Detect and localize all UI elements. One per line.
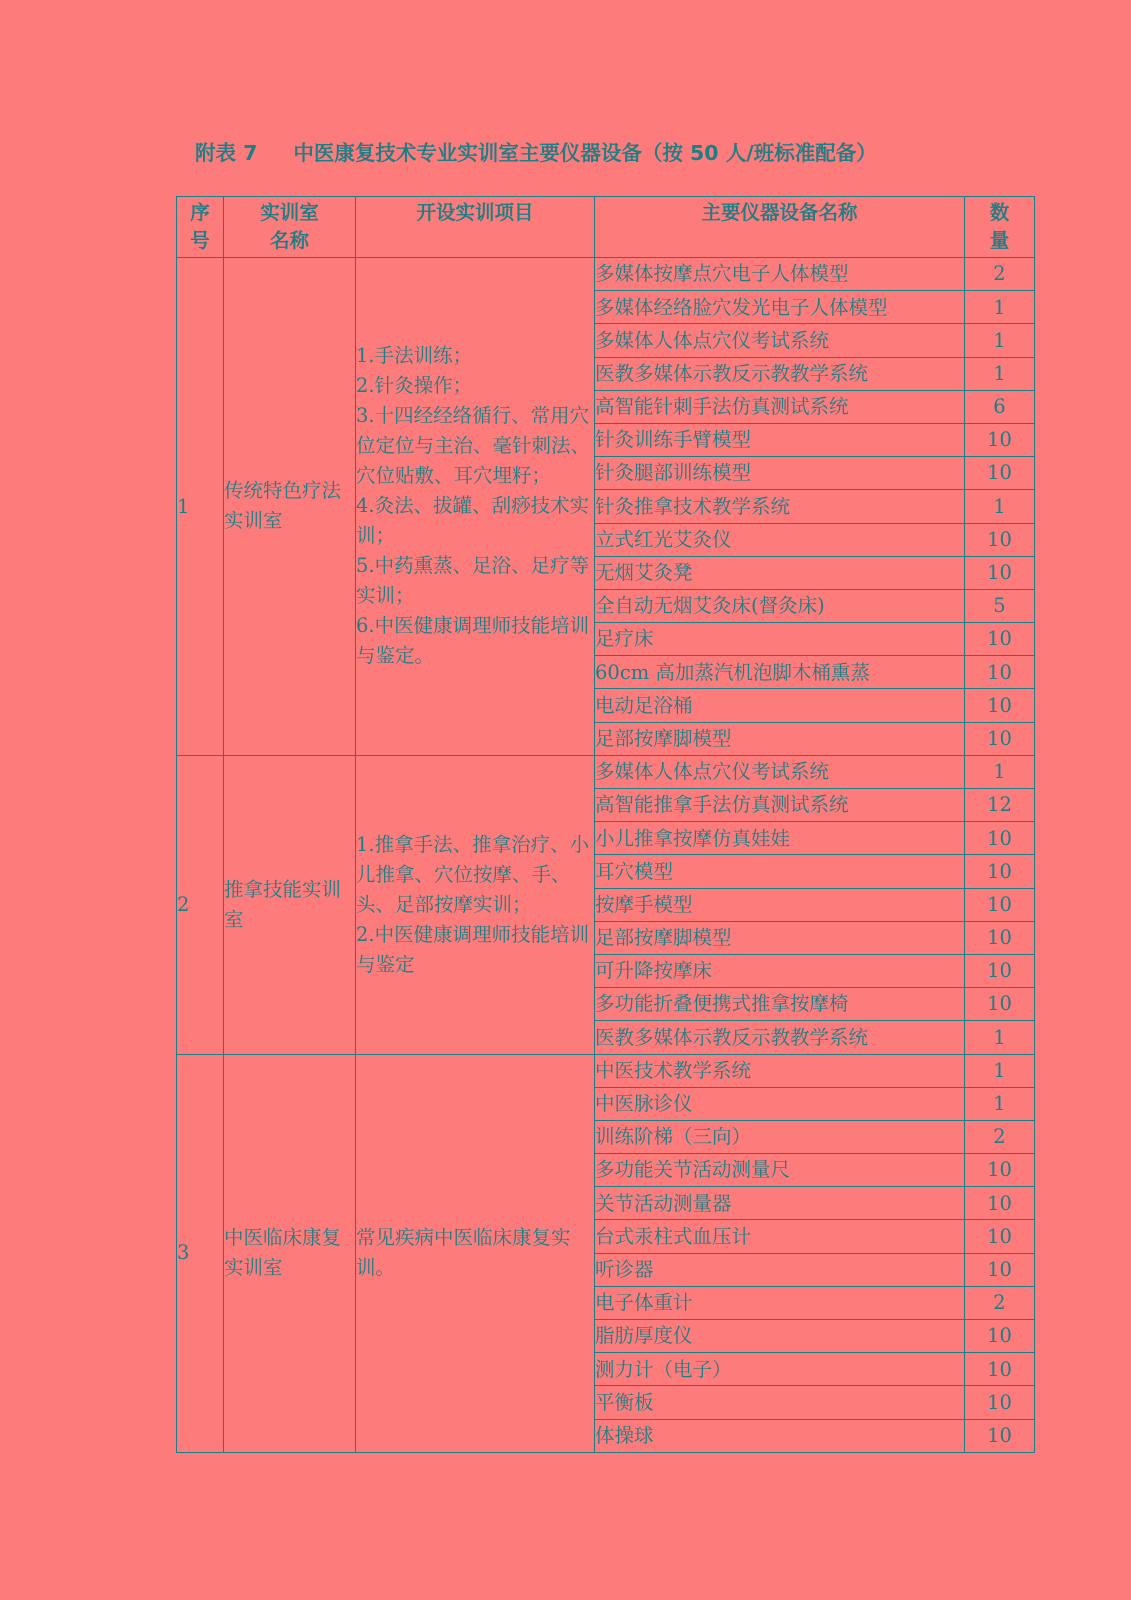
- equipment-name: 可升降按摩床: [595, 954, 965, 987]
- equipment-quantity: 10: [965, 689, 1035, 722]
- room-seq: 2: [177, 755, 224, 1054]
- equipment-quantity: 1: [965, 490, 1035, 523]
- table-row: [177, 258, 1035, 291]
- equipment-quantity: 10: [965, 722, 1035, 755]
- equipment-quantity: 10: [965, 1320, 1035, 1353]
- room-projects: [356, 1054, 595, 1452]
- table-body: [177, 258, 1035, 1453]
- equipment-name: 台式汞柱式血压计: [595, 1220, 965, 1253]
- equipment-name: 电子体重计: [595, 1286, 965, 1319]
- equipment-name: 听诊器: [595, 1253, 965, 1286]
- project-item: 1.推拿手法、推拿治疗、小儿推拿、穴位按摩、手、头、足部按摩实训；: [356, 832, 590, 916]
- equipment-table: [176, 196, 1035, 1453]
- equipment-name: 中医技术教学系统: [595, 1054, 965, 1087]
- equipment-name: 医教多媒体示教反示教教学系统: [595, 1021, 965, 1054]
- equipment-quantity: 10: [965, 523, 1035, 556]
- header-room-name: 实训室 名称: [224, 197, 356, 258]
- equipment-quantity: 1: [965, 1087, 1035, 1120]
- equipment-name: 多媒体人体点穴仪考试系统: [595, 755, 965, 788]
- equipment-quantity: 2: [965, 1120, 1035, 1153]
- equipment-name: 平衡板: [595, 1386, 965, 1419]
- equipment-name: 多媒体人体点穴仪考试系统: [595, 324, 965, 357]
- project-item: 3.十四经经络循行、常用穴位定位与主治、毫针刺法、穴位贴敷、耳穴埋籽；: [356, 404, 591, 488]
- project-item: 5.中药熏蒸、足浴、足疗等实训；: [356, 554, 590, 608]
- equipment-quantity: 10: [965, 1220, 1035, 1253]
- equipment-name: 体操球: [595, 1419, 965, 1452]
- equipment-quantity: 10: [965, 656, 1035, 689]
- header-projects: 开设实训项目: [356, 197, 595, 258]
- equipment-quantity: 10: [965, 921, 1035, 954]
- equipment-name: 训练阶梯（三向）: [595, 1120, 965, 1153]
- equipment-name: 足疗床: [595, 623, 965, 656]
- project-item: 常见疾病中医临床康复实训。: [356, 1226, 571, 1280]
- equipment-name: 足部按摩脚模型: [595, 722, 965, 755]
- equipment-quantity: 10: [965, 1187, 1035, 1220]
- header-equipment: 主要仪器设备名称: [595, 197, 965, 258]
- equipment-name: 立式红光艾灸仪: [595, 523, 965, 556]
- equipment-name: 多媒体按摩点穴电子人体模型: [595, 258, 965, 291]
- equipment-name: 多媒体经络脸穴发光电子人体模型: [595, 291, 965, 324]
- equipment-name: 多功能折叠便携式推拿按摩椅: [595, 988, 965, 1021]
- equipment-quantity: 10: [965, 822, 1035, 855]
- equipment-name: 小儿推拿按摩仿真娃娃: [595, 822, 965, 855]
- equipment-quantity: 10: [965, 855, 1035, 888]
- equipment-name: 针灸推拿技术教学系统: [595, 490, 965, 523]
- header-seq: 序 号: [177, 197, 224, 258]
- equipment-name: 针灸训练手臂模型: [595, 423, 965, 456]
- equipment-quantity: 10: [965, 556, 1035, 589]
- equipment-quantity: 10: [965, 988, 1035, 1021]
- header-row: [177, 197, 1035, 258]
- equipment-name: 多功能关节活动测量尺: [595, 1154, 965, 1187]
- table-title-text: 中医康复技术专业实训室主要仪器设备（按 50 人/班标准配备）: [293, 141, 877, 165]
- equipment-quantity: 1: [965, 291, 1035, 324]
- equipment-name: 针灸腿部训练模型: [595, 457, 965, 490]
- project-item: 4.灸法、拔罐、刮痧技术实训；: [356, 494, 590, 548]
- equipment-name: 电动足浴桶: [595, 689, 965, 722]
- room-name: 传统特色疗法实训室: [224, 258, 356, 756]
- table-title: [195, 136, 877, 166]
- equipment-name: 脂肪厚度仪: [595, 1320, 965, 1353]
- room-name: 推拿技能实训室: [224, 755, 356, 1054]
- equipment-quantity: 12: [965, 789, 1035, 822]
- equipment-name: 中医脉诊仪: [595, 1087, 965, 1120]
- room-projects: [356, 755, 595, 1054]
- equipment-quantity: 1: [965, 755, 1035, 788]
- equipment-quantity: 2: [965, 258, 1035, 291]
- room-seq: 3: [177, 1054, 224, 1452]
- equipment-quantity: 10: [965, 1353, 1035, 1386]
- equipment-quantity: 10: [965, 1154, 1035, 1187]
- equipment-name: 足部按摩脚模型: [595, 921, 965, 954]
- equipment-name: 60cm 高加蒸汽机泡脚木桶熏蒸: [595, 656, 965, 689]
- equipment-quantity: 10: [965, 457, 1035, 490]
- room-projects: [356, 258, 595, 756]
- equipment-quantity: 10: [965, 1386, 1035, 1419]
- project-item: 2.中医健康调理师技能培训与鉴定: [356, 922, 590, 976]
- room-seq: 1: [177, 258, 224, 756]
- equipment-name: 全自动无烟艾灸床(督灸床): [595, 589, 965, 622]
- equipment-quantity: 6: [965, 390, 1035, 423]
- equipment-name: 医教多媒体示教反示教教学系统: [595, 357, 965, 390]
- project-item: 2.针灸操作；: [356, 374, 473, 398]
- header-quantity: 数 量: [965, 197, 1035, 258]
- equipment-quantity: 1: [965, 1054, 1035, 1087]
- equipment-name: 关节活动测量器: [595, 1187, 965, 1220]
- table-row: [177, 755, 1035, 788]
- equipment-quantity: 10: [965, 888, 1035, 921]
- equipment-quantity: 2: [965, 1286, 1035, 1319]
- equipment-quantity: 1: [965, 324, 1035, 357]
- equipment-quantity: 10: [965, 1419, 1035, 1452]
- equipment-name: 耳穴模型: [595, 855, 965, 888]
- project-item: 1.手法训练；: [356, 344, 473, 368]
- equipment-quantity: 10: [965, 423, 1035, 456]
- project-item: 6.中医健康调理师技能培训与鉴定。: [356, 614, 590, 668]
- equipment-name: 高智能针刺手法仿真测试系统: [595, 390, 965, 423]
- equipment-name: 按摩手模型: [595, 888, 965, 921]
- equipment-name: 无烟艾灸凳: [595, 556, 965, 589]
- equipment-quantity: 10: [965, 954, 1035, 987]
- room-name: 中医临床康复实训室: [224, 1054, 356, 1452]
- equipment-quantity: 5: [965, 589, 1035, 622]
- equipment-quantity: 1: [965, 357, 1035, 390]
- equipment-name: 测力计（电子）: [595, 1353, 965, 1386]
- equipment-quantity: 1: [965, 1021, 1035, 1054]
- equipment-quantity: 10: [965, 1253, 1035, 1286]
- table-row: [177, 1054, 1035, 1087]
- table-title-prefix: 附表 7: [195, 141, 258, 165]
- equipment-quantity: 10: [965, 623, 1035, 656]
- equipment-name: 高智能推拿手法仿真测试系统: [595, 789, 965, 822]
